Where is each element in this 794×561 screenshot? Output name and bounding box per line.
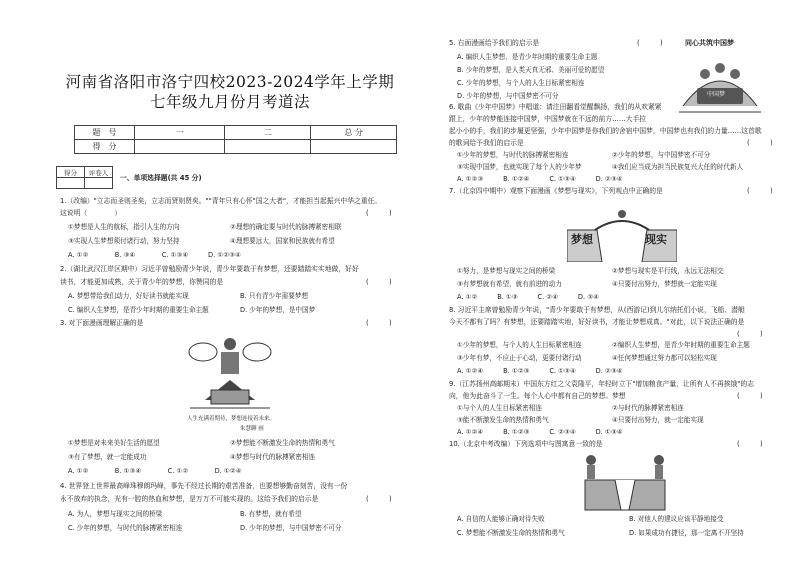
grader-cell[interactable] bbox=[57, 178, 85, 189]
q7-option-2: ②梦想与现实是平行线，永远无法相交 bbox=[612, 267, 724, 275]
q9-answer-paren[interactable]: ( ) bbox=[737, 392, 763, 400]
q8-option-3: ③少年有梦，不应止于心动，更要付诸行动 bbox=[457, 354, 582, 362]
q2-stem: 2.（湖北武汉江岸区期中）习近平曾勉励青少年说，青少年要敢于有梦想，还要踏踏实实地做，好好 bbox=[60, 265, 359, 273]
q7-option-3: ③有梦想就有希望，就有前进的动力 bbox=[457, 280, 562, 288]
q6-stem2: 跟上，少年的梦能连接中国梦，中国梦就在不远的前方……大手拉 bbox=[449, 115, 647, 123]
q4-stem: 4. 世界登上世界最高峰珠穆朗玛峰，事先不经过长期的艰苦准备，也要想够勤奋刻苦，没有一份 bbox=[60, 482, 348, 490]
section-heading: 一、单项选择题(共 45 分) bbox=[120, 174, 202, 182]
score-cell[interactable] bbox=[225, 140, 311, 154]
score-label-score: 得 分 bbox=[75, 140, 135, 154]
q6-answer-paren[interactable]: ( ) bbox=[747, 139, 773, 147]
q6-choices: A. ①②③ B. ①②④ C. ①③④ D. ②③④ bbox=[457, 175, 623, 183]
q7-stem: 7.（北京四中期中）观察下面漫画《梦想与现实》，下列观点中正确的是 bbox=[449, 187, 663, 195]
q7-dream-label: 梦想 bbox=[571, 233, 593, 246]
grader-label: 评卷人 bbox=[85, 167, 113, 178]
exam-title-line2: 七年级九月份月考道法 bbox=[149, 93, 310, 111]
q3-choices: A. ①② B. ①③④ C. ①② D. ①②④ bbox=[68, 467, 242, 475]
q6-option-1: ①少年的梦想，与时代的脉搏紧密相连 bbox=[457, 151, 569, 159]
score-col-total: 总 分 bbox=[311, 126, 397, 140]
q5-option-d: D. 少年的梦想，与中国梦密不可分 bbox=[457, 92, 559, 100]
q1-option-1: ①梦想是人生的航标，指引人生的方向 bbox=[68, 223, 180, 231]
right-column bbox=[397, 0, 794, 561]
q3-cartoon-image bbox=[185, 330, 275, 415]
q7-option-1: ①努力，是梦想与现实之间的桥梁 bbox=[457, 267, 556, 275]
q8-choices: A. ①②④ B. ①②③ C. ①③④ D. ②③④ bbox=[457, 367, 623, 375]
q1-option-4: ④理想要远大，国家和民族就有希望 bbox=[230, 237, 335, 245]
q6-option-4: ④我们应当成为担当民族复兴大任的时代新人 bbox=[612, 163, 744, 171]
q3-cartoon-caption: 人生充满着期待，梦想连接着未来。 bbox=[187, 416, 276, 422]
q10-answer-paren[interactable]: ( ) bbox=[737, 440, 763, 448]
grader-table bbox=[56, 166, 113, 189]
q9-option-1: ①与个人的人生目标紧密相连 bbox=[457, 404, 543, 412]
q1-choices: A. ①② B. ③④ C. ①③④ D. ①②③④ bbox=[68, 251, 241, 259]
score-col2: 二 bbox=[225, 126, 311, 140]
q9-option-4: ④只要付出努力，就一定能实现 bbox=[612, 416, 704, 424]
q9-option-2: ②与时代的脉搏紧密相连 bbox=[612, 404, 684, 412]
grader-score-label: 得分 bbox=[57, 167, 85, 178]
q5-stem: 5. 右面漫画给予我们的启示是 bbox=[449, 39, 540, 47]
score-label-number: 题 号 bbox=[75, 126, 135, 140]
q4-answer-paren[interactable]: ( ) bbox=[366, 495, 392, 503]
q8-answer-paren[interactable]: ( ) bbox=[737, 330, 763, 338]
q5-answer-paren[interactable]: ( ) bbox=[637, 39, 663, 47]
q4-option-d: D. 少年的梦想，与中国梦密不可分 bbox=[240, 524, 342, 532]
q1-stem2: 这说明（ ） bbox=[60, 209, 122, 217]
q4-stem2: 永不放弃的执念，光有一腔的热血和梦想，是万万不可能实现的。这给予我们的启示是 bbox=[60, 495, 319, 503]
q6-option-2: ②少年的梦想，与中国梦密不可分 bbox=[612, 151, 711, 159]
q1-answer-paren[interactable]: ( ) bbox=[366, 209, 392, 217]
score-col1: 一 bbox=[135, 126, 225, 140]
q10-option-c: C. 梦想能不断激发生命的热情和勇气 bbox=[457, 529, 565, 537]
q4-option-c: C. 少年的梦想，与时代的脉搏紧密相连 bbox=[68, 524, 183, 532]
q9-option-3: ③能不断激发生命的热情和勇气 bbox=[457, 416, 549, 424]
q3-option-2: ②梦想能不断激发生命的热情和勇气 bbox=[230, 439, 335, 447]
q4-option-a: A. 为人，梦想与现实之间的桥梁 bbox=[68, 510, 163, 518]
q6-option-3: ③实现中国梦，也就实现了每个人的少年梦 bbox=[457, 163, 582, 171]
q6-stem4: 的歌词给予我们的启示是 bbox=[449, 139, 524, 147]
q4-option-b: B. 有梦想，就有希望 bbox=[240, 510, 302, 518]
grader-cell[interactable] bbox=[85, 178, 113, 189]
q9-choices: A. ①②④ B. ①②③ C. ②③④ D. ①③④ bbox=[457, 428, 623, 436]
q3-option-3: ③有了梦想，就一定能成功 bbox=[68, 453, 147, 461]
q3-answer-paren[interactable]: ( ) bbox=[366, 319, 392, 327]
q5-option-c: C. 少年的梦想，与个人的人生目标紧密相连 bbox=[457, 79, 585, 87]
q2-option-b: B. 只有青少年需要梦想 bbox=[240, 292, 309, 300]
q9-stem: 9.（江苏扬州高邮期末）中国东方红之父袁隆平，年轻时立下"增加粮食产量，让所有人不再挨饿"的志 bbox=[449, 380, 755, 388]
score-cell[interactable] bbox=[311, 140, 397, 154]
q7-reality-label: 现实 bbox=[645, 233, 667, 246]
q1-option-2: ②理想的确定要与时代的脉搏紧密相联 bbox=[230, 223, 342, 231]
q8-stem: 8. 习近平主席曾勉励青少年说，"青少年要敢于有梦想，从(西游记)到儿尔纳托们小说，飞船、潜艇 bbox=[449, 306, 745, 314]
q2-option-a: A. 梦想带给我们动力，好好读书就能实现 bbox=[68, 292, 189, 300]
q7-answer-paren[interactable]: ( ) bbox=[747, 187, 773, 195]
q2-option-c: C. 编织人生梦想，是青少年时期的重要生命主题 bbox=[68, 306, 209, 314]
exam-title-line1: 河南省洛阳市洛宁四校2023-2024学年上学期 bbox=[65, 73, 395, 91]
q10-stem: 10.（北京中考改编）下列选项中与图寓意一致的是 bbox=[449, 440, 603, 448]
q5-cartoon-image bbox=[675, 36, 765, 118]
q8-option-2: ②编织人生梦想，是青少年时期的重要生命主题 bbox=[612, 341, 750, 349]
q3-stem: 3. 对下面漫画理解正确的是 bbox=[60, 319, 144, 327]
q5-option-b: B. 少年的梦想，是人类天真无邪、美丽可爱的愿望 bbox=[457, 66, 605, 74]
q6-stem: 6. 歌曲《少年中国梦》中唱道：请注田翻看觉醒飘扬，我们的从欢紧紧 bbox=[449, 103, 662, 111]
q9-stem2: 向，他为此奋斗了一生。每个人心中都有自己的梦想。梦想 bbox=[449, 392, 626, 400]
q1-stem: 1.（改编）"立志而圣则圣矣，立志而贤则贤矣。""青年只有心怀"国之大者"，才能担当起振兴中华之重任。 bbox=[60, 197, 382, 205]
q10-option-d: D. 如果成功有捷径，那一定离不开坚持 bbox=[629, 529, 744, 537]
q3-cartoon-author: 朱慧聊 画 bbox=[240, 426, 264, 432]
q5-cartoon-caption: 同心共筑中国梦 bbox=[685, 39, 734, 47]
q10-cartoon-image bbox=[575, 450, 675, 512]
q5-option-a: A. 编织人生梦想，是青少年时期的重要生命主题 bbox=[457, 53, 598, 61]
q2-answer-paren[interactable]: ( ) bbox=[366, 278, 392, 286]
q8-option-4: ④任何梦想通过努力都可以轻松实现 bbox=[612, 354, 717, 362]
q7-option-4: ④只要付出努力，梦想就一定能实现 bbox=[612, 280, 717, 288]
q7-cartoon-image bbox=[567, 200, 677, 262]
q2-option-d: D. 少年的梦想，是中国梦 bbox=[240, 306, 316, 314]
q8-stem2: 今天不都有了吗？有梦想，还要踏踏实地，好好读书，才能让梦想成真。"对此，以下说法正确的是 bbox=[449, 318, 745, 326]
q6-stem3: 起小小的手，我们的步履更坚强，少年中国梦是你我们的舍宿中国梦，中国梦也有我们的力量……这首歌 bbox=[449, 127, 762, 135]
q10-option-a: A. 自信的人能够正确对待失败 bbox=[457, 515, 545, 523]
score-table bbox=[74, 125, 397, 154]
q8-option-1: ①少年的梦想，与个人的人生目标紧密相连 bbox=[457, 341, 582, 349]
q5-cartoon-label: 中国梦 bbox=[707, 91, 726, 98]
q3-option-4: ④梦想与时代的脉搏紧密相连 bbox=[230, 453, 316, 461]
q7-choices: A. ①② B. ①③ C. ②④ D. ③④ bbox=[457, 293, 600, 301]
q10-option-b: B. 对他人的建议应该平静地接受 bbox=[629, 515, 724, 523]
score-cell[interactable] bbox=[135, 140, 225, 154]
q1-option-3: ③实现人生梦想须付诸行动，努力坚持 bbox=[68, 237, 180, 245]
q3-option-1: ①梦想是对未来美好生活的愿望 bbox=[68, 439, 160, 447]
q2-stem2: 读书，才能更加成熟，关于青少年的梦想，你赞同的是 bbox=[60, 278, 224, 286]
